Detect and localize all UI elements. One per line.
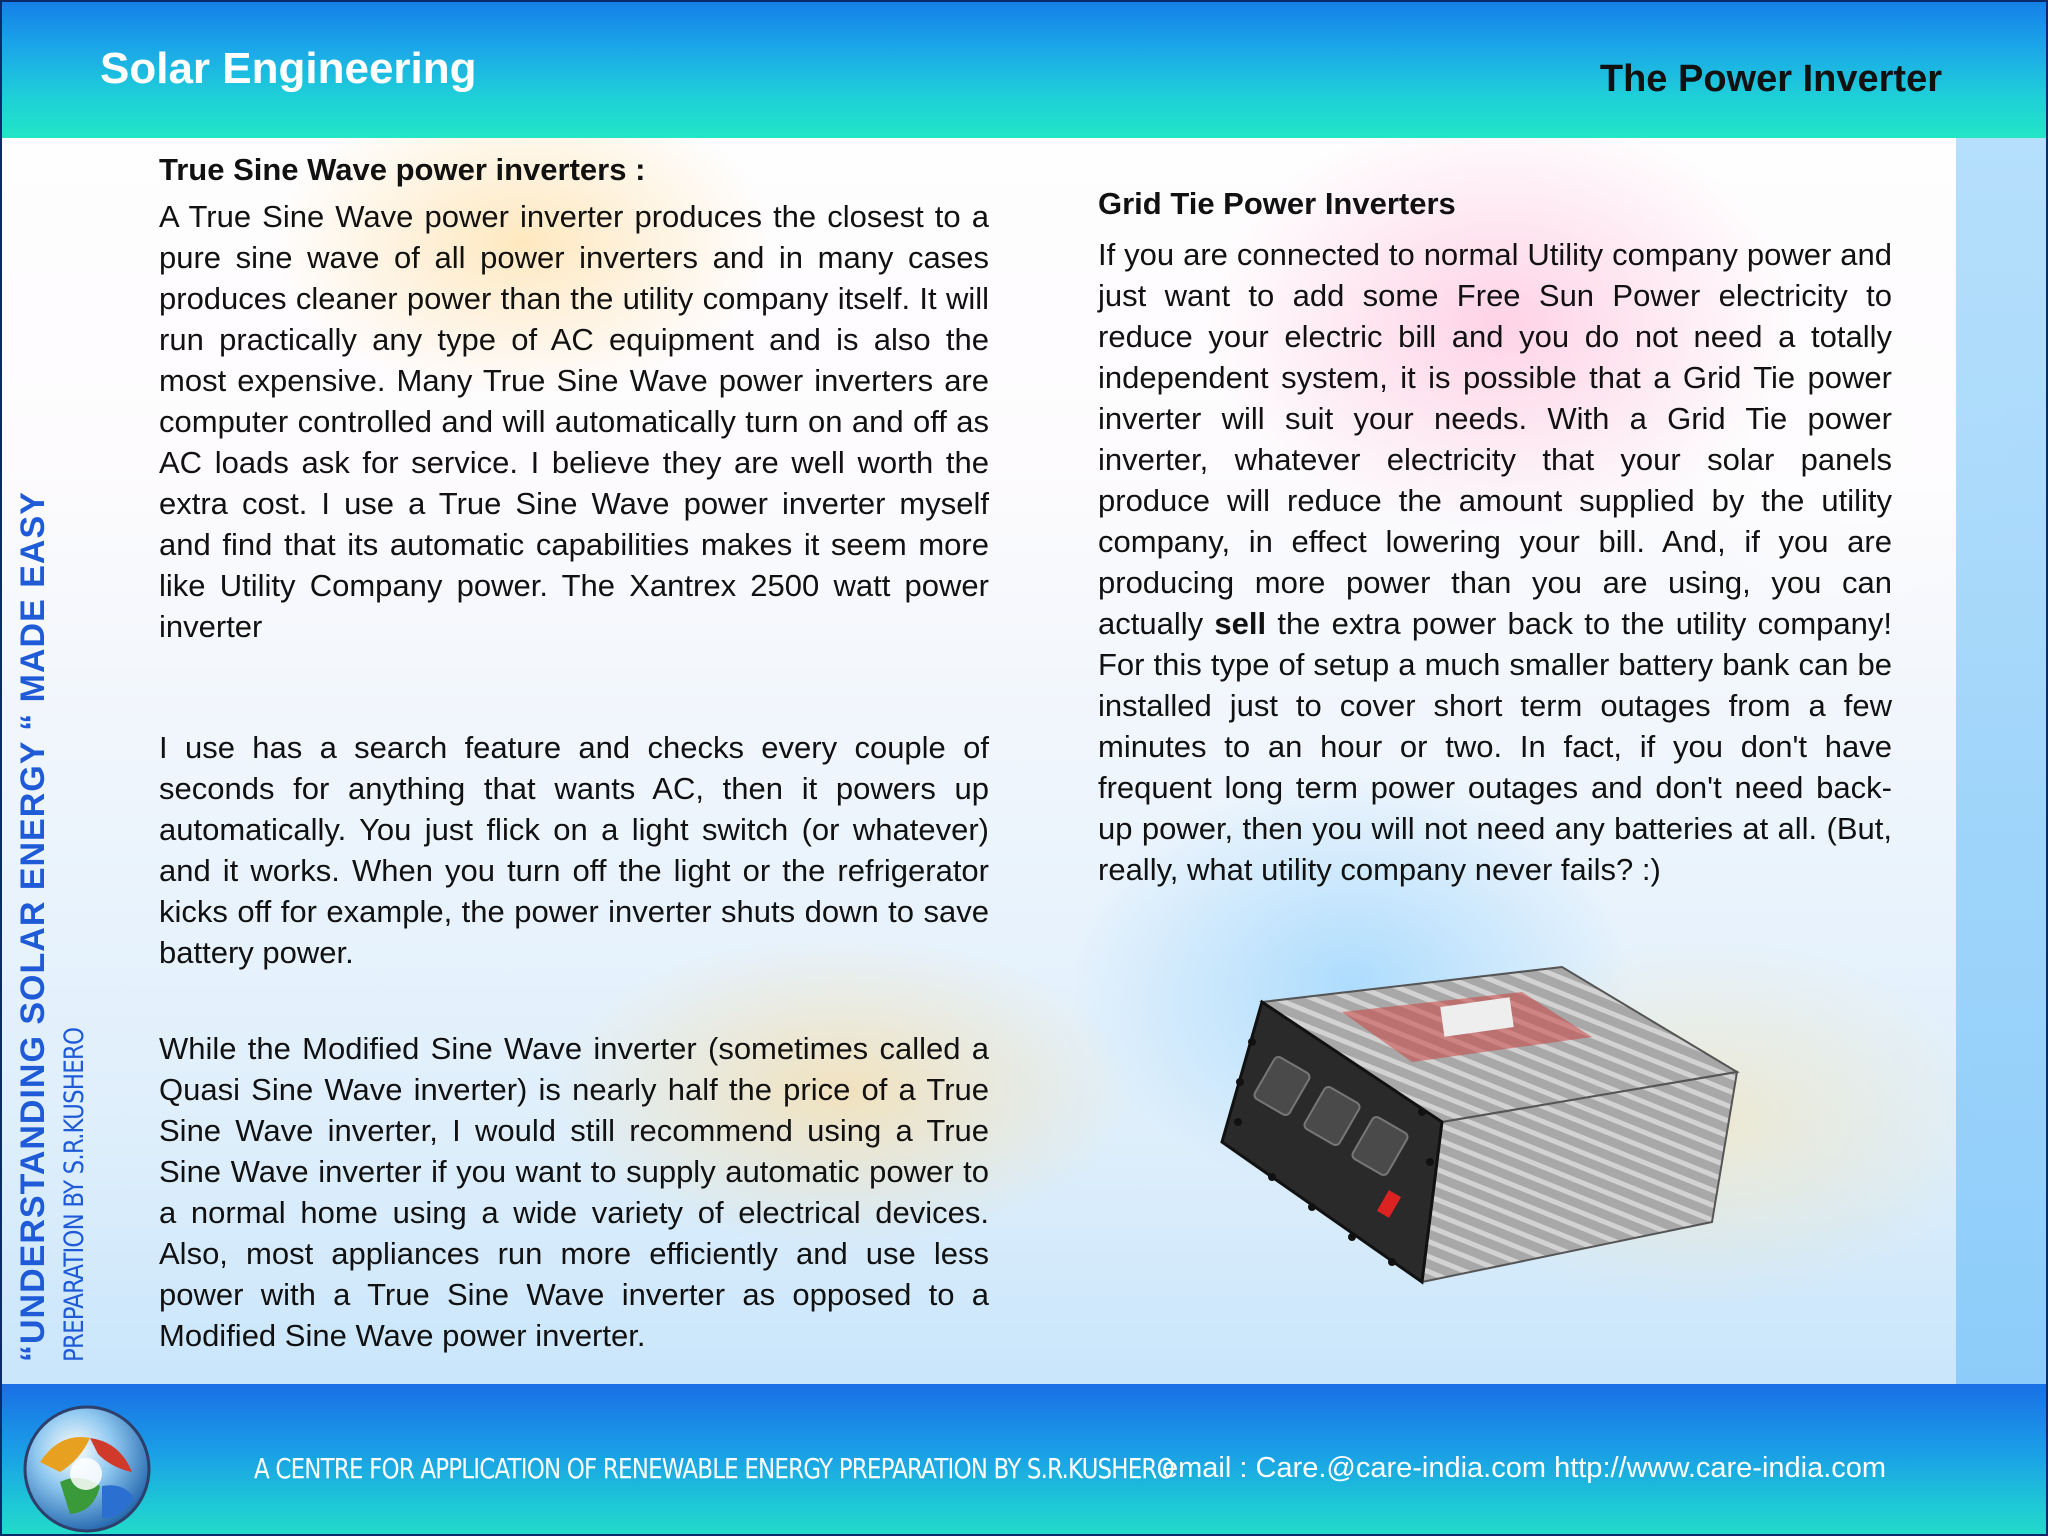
header-bar — [2, 2, 2046, 138]
paragraph-text-after: the extra power back to the utility company! For this type of setup a much smaller battery bank can be installed just to cover short term outages from a few minutes to an hour or two. In fact, if you don't have frequent long term power outages and don't need back-up power, then you will not need any batteries at all. (But, really, what utility company never fails? :) — [1098, 606, 1892, 887]
side-caption-main: “UNDERSTANDING SOLAR ENERGY “ MADE EASY — [14, 491, 52, 1362]
footer-bar — [2, 1384, 2046, 1536]
true-sine-heading: True Sine Wave power inverters : — [159, 152, 646, 187]
emphasis-sell: sell — [1214, 606, 1267, 641]
right-column — [1098, 184, 1892, 890]
vertical-side-caption — [14, 352, 114, 1362]
decorative-strip — [1956, 138, 2046, 1384]
paragraph: While the Modified Sine Wave inverter (sometimes called a Quasi Sine Wave inverter) is nearly half the price of a True Sine Wave inverter, I would still recommend using a True Sine Wave inverter if you want to supply automatic power to a normal home using a wide variety of electrical devices. Also, most appliances run more efficiently and use less power with a True Sine Wave inverter as opposed to a Modified Sine Wave power inverter. — [159, 1031, 989, 1353]
organization-text: A CENTRE FOR APPLICATION OF RENEWABLE ENERGY PREPARATION BY S.R.KUSHERO — [254, 1452, 1174, 1485]
left-column — [159, 150, 989, 1356]
paragraph-text-before: If you are connected to normal Utility company power and just want to add some Free Sun Power electricity to reduce your electric bill and you do not need a totally independent system, it is possible that a Grid Tie power inverter will suit your needs. With a Grid Tie power inverter, whatever electricity that your solar panels produce will reduce the amount supplied by the utility company, in effect lowering your bill. And, if you are producing more power than you are using, you can actually — [1098, 237, 1892, 641]
globe-logo-icon — [20, 1402, 154, 1536]
side-caption-author: PREPARATION BY S.R.KUSHERO — [59, 1027, 90, 1362]
paragraph: A True Sine Wave power inverter produces the closest to a pure sine wave of all power inverters and in many cases produces cleaner power than the utility company itself. It will run practically any type of AC equipment and is also the most expensive. Many True Sine Wave power inverters are computer controlled and will automatically turn on and off as AC loads ask for service. I believe they are well worth the extra cost. I use a True Sine Wave power inverter myself and find that its automatic capabilities makes it seem more like Utility Company power. The Xantrex 2500 watt power inverter — [159, 199, 989, 644]
paragraph — [1098, 234, 1892, 890]
grid-tie-heading: Grid Tie Power Inverters — [1098, 186, 1456, 221]
slide-title: Solar Engineering — [100, 44, 477, 93]
topic-title: The Power Inverter — [1599, 58, 1942, 100]
footer-contact[interactable]: email : Care.@care-india.com http://www.care-india.com — [1162, 1452, 1887, 1484]
power-inverter-image — [1192, 962, 1752, 1292]
paragraph: I use has a search feature and checks every couple of seconds for anything that wants AC, then it powers up automatically. You just flick on a light switch (or whatever) and it works. When you turn off the light or the refrigerator kicks off for example, the power inverter shuts down to save battery power. — [159, 730, 989, 970]
